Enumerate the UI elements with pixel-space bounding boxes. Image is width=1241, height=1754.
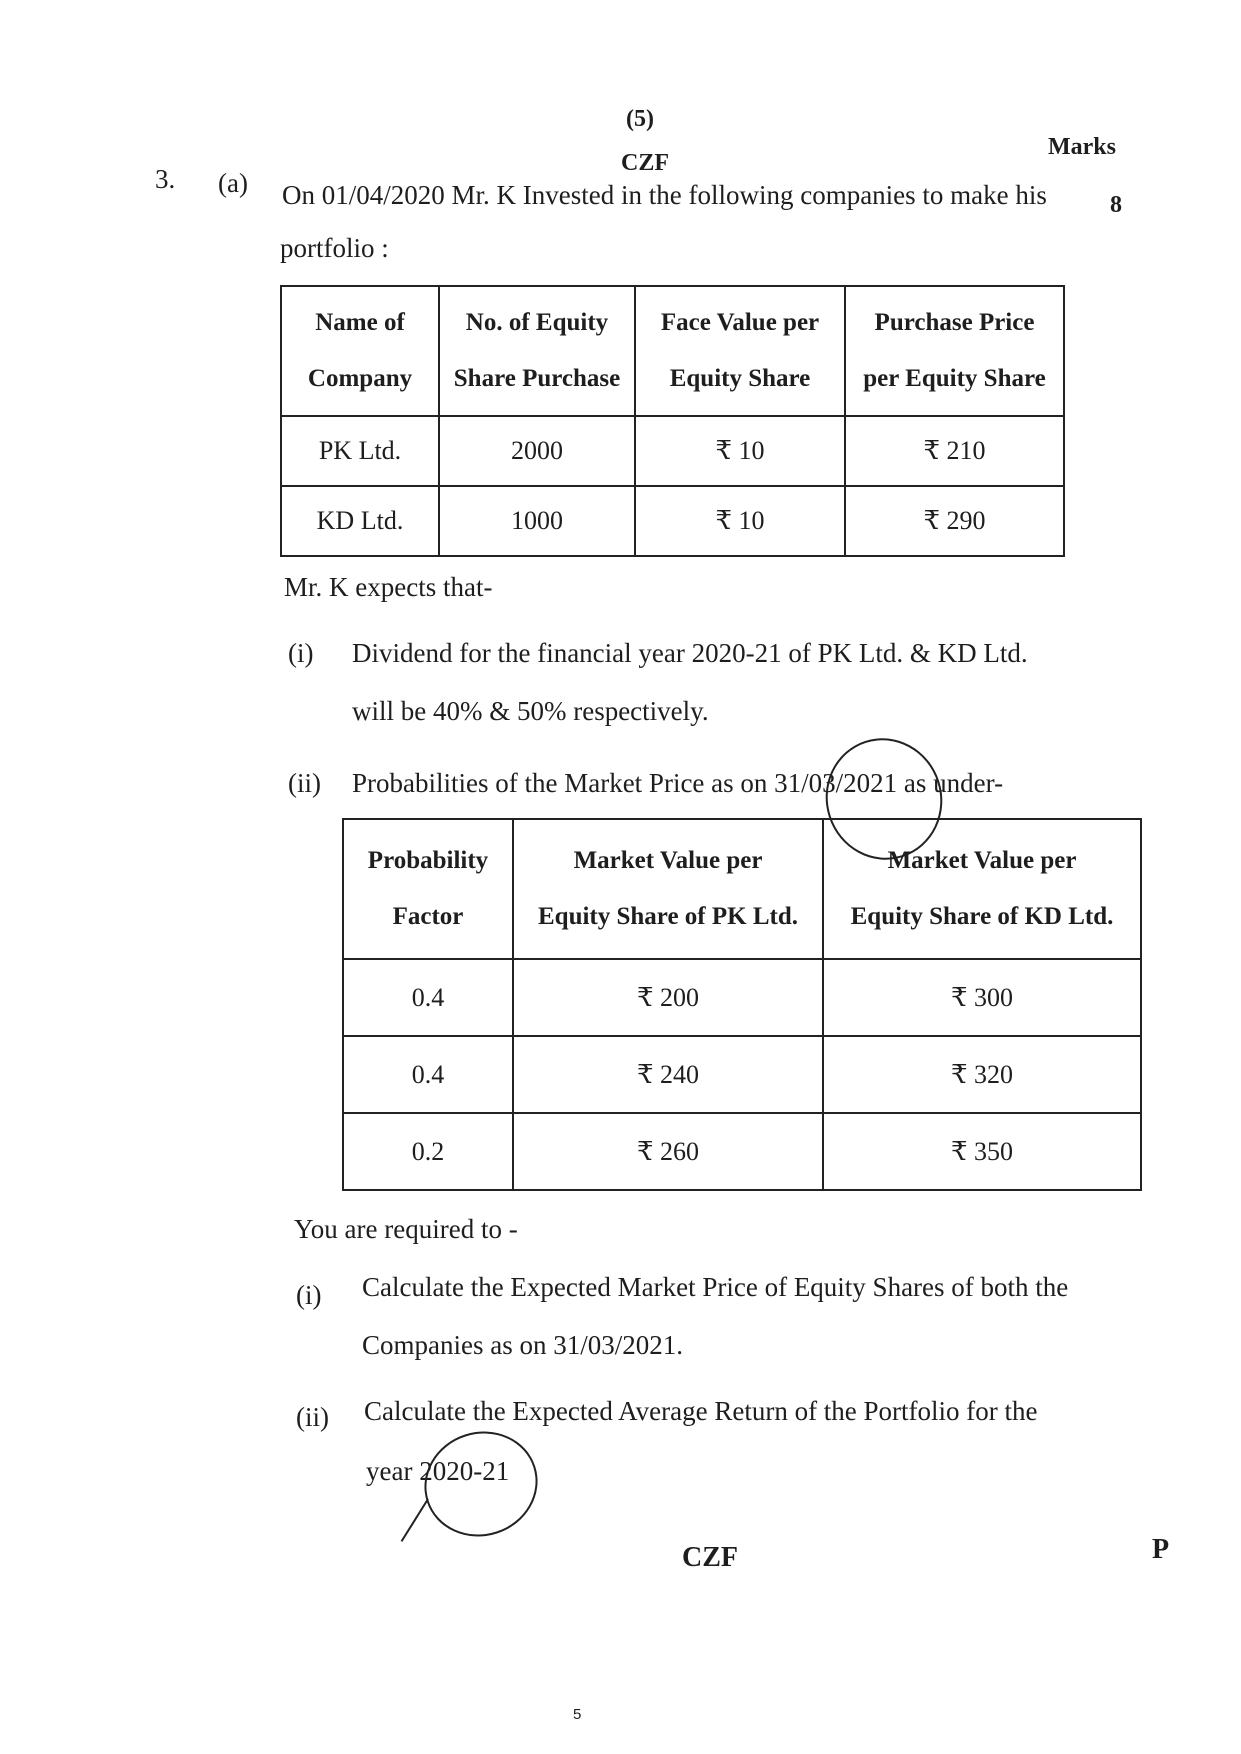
expects-item-num: (i) (288, 638, 314, 668)
required-item-line1: Calculate the Expected Average Return of the Portfolio for the (364, 1396, 1038, 1426)
marks-label: Marks (1048, 134, 1116, 160)
footer-letter: P (1152, 1534, 1170, 1565)
table-row (343, 959, 1141, 1036)
table-cell: 2000 (439, 416, 635, 486)
page-marker: (5) (626, 106, 654, 132)
question-intro-line1: On 01/04/2020 Mr. K Invested in the following companies to make his (282, 180, 1047, 210)
header-cell: Market Value per Equity Share of PK Ltd. (513, 819, 823, 959)
header-cell: Face Value per Equity Share (635, 286, 845, 416)
table-cell: 1000 (439, 486, 635, 556)
table-cell: PK Ltd. (281, 416, 439, 486)
table-cell: ₹ 260 (513, 1113, 823, 1190)
required-item-num: (i) (296, 1280, 322, 1310)
table-cell: ₹ 210 (845, 416, 1064, 486)
table-cell: 0.4 (343, 959, 513, 1036)
expects-lead: Mr. K expects that- (284, 572, 493, 602)
table-row (343, 1036, 1141, 1113)
pen-stroke-mark (401, 1498, 429, 1541)
table-row (281, 416, 1064, 486)
required-item-line2: year 2020-21 (366, 1456, 510, 1486)
table-cell: ₹ 290 (845, 486, 1064, 556)
expects-item-line2: will be 40% & 50% respectively. (352, 696, 709, 726)
header-cell: No. of Equity Share Purchase (439, 286, 635, 416)
required-lead: You are required to - (294, 1214, 518, 1244)
footer-code: CZF (682, 1542, 738, 1573)
table-cell: ₹ 320 (823, 1036, 1141, 1113)
question-part: (a) (218, 168, 248, 198)
table-header-row (343, 819, 1141, 959)
table-cell: ₹ 350 (823, 1113, 1141, 1190)
required-item-num: (ii) (296, 1402, 329, 1432)
table-cell: ₹ 200 (513, 959, 823, 1036)
pen-circle-mark (411, 1417, 552, 1551)
required-item-line2: Companies as on 31/03/2021. (362, 1330, 683, 1360)
required-item-line1: Calculate the Expected Market Price of Equity Shares of both the (362, 1272, 1069, 1302)
table-cell: 0.4 (343, 1036, 513, 1113)
header-cell: Name of Company (281, 286, 439, 416)
table-cell: ₹ 10 (635, 416, 845, 486)
investment-table (280, 285, 1065, 557)
expects-item-line1: Dividend for the financial year 2020-21 of PK Ltd. & KD Ltd. (352, 638, 1028, 668)
expects-item-line1: Probabilities of the Market Price as on 31/03/2021 as under- (352, 768, 1004, 798)
question-intro-line2: portfolio : (280, 233, 389, 263)
table-cell: ₹ 10 (635, 486, 845, 556)
question-number: 3. (155, 164, 176, 194)
header-cell: Probability Factor (343, 819, 513, 959)
table-row (281, 486, 1064, 556)
table-cell: 0.2 (343, 1113, 513, 1190)
table-cell: ₹ 240 (513, 1036, 823, 1113)
header-cell: Purchase Price per Equity Share (845, 286, 1064, 416)
question-marks: 8 (1110, 192, 1122, 218)
paper-code: CZF (621, 150, 669, 176)
table-header-row (281, 286, 1064, 416)
header-cell: Market Value per Equity Share of KD Ltd. (823, 819, 1141, 959)
expects-item-num: (ii) (288, 768, 321, 798)
probability-table (342, 818, 1142, 1191)
page-number: 5 (573, 1706, 582, 1723)
table-cell: ₹ 300 (823, 959, 1141, 1036)
table-row (343, 1113, 1141, 1190)
table-cell: KD Ltd. (281, 486, 439, 556)
